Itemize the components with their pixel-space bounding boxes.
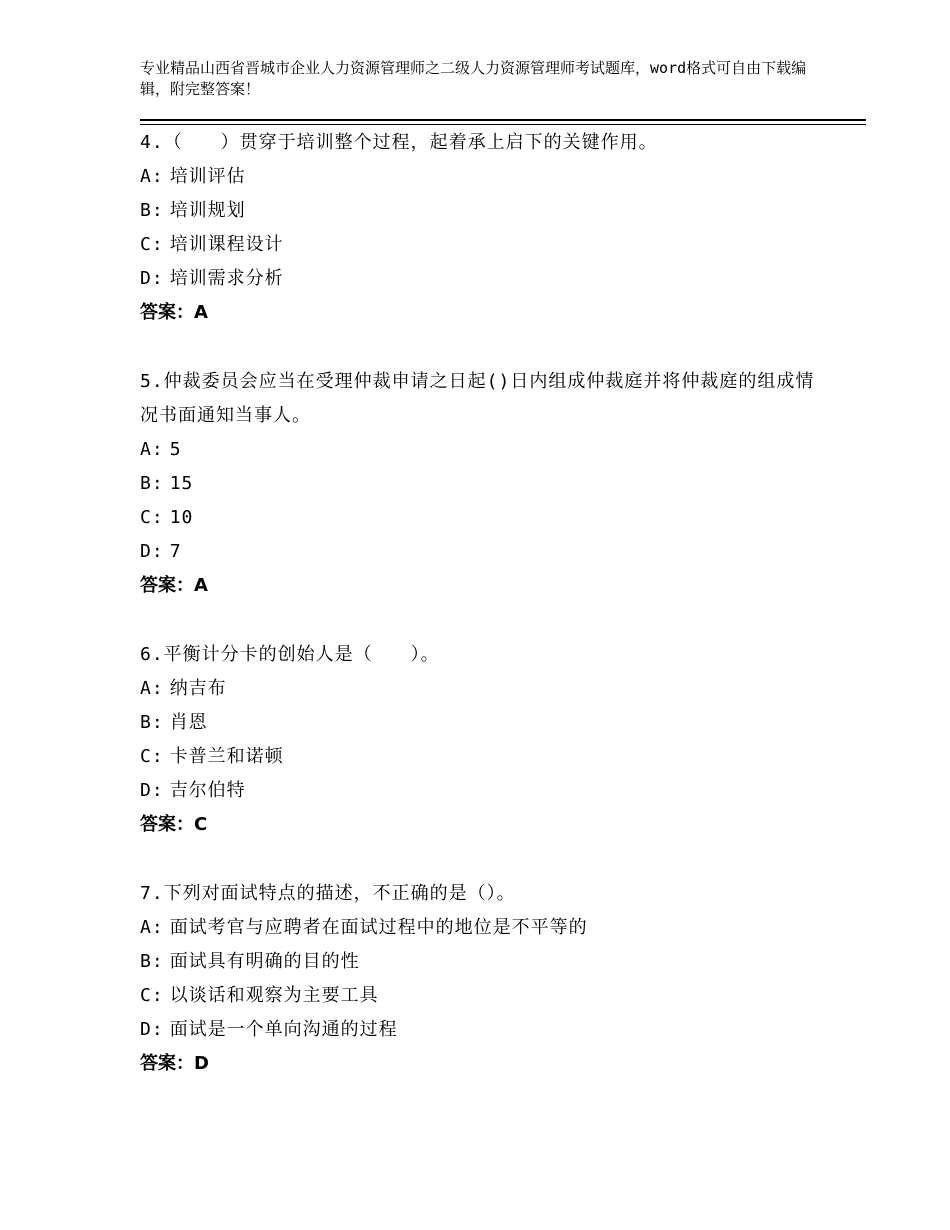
option-letter: A: — [140, 678, 164, 699]
question-4 — [140, 126, 820, 330]
option-letter: C: — [140, 234, 164, 255]
option-d — [140, 535, 820, 569]
option-text: 吉尔伯特 — [169, 780, 246, 801]
option-a — [140, 672, 820, 706]
option-b — [140, 706, 820, 740]
header-divider-thin — [140, 124, 866, 125]
option-text: 纳吉布 — [169, 678, 227, 699]
option-text: 7 — [169, 541, 182, 562]
option-a — [140, 433, 820, 467]
answer-label: 答案：C — [140, 814, 208, 835]
answer-label: 答案：A — [140, 302, 208, 323]
option-letter: D: — [140, 541, 164, 562]
answer-label: 答案：A — [140, 575, 208, 596]
option-c — [140, 740, 820, 774]
option-c — [140, 228, 820, 262]
option-text: 面试考官与应聘者在面试过程中的地位是不平等的 — [169, 917, 588, 938]
option-text: 面试是一个单向沟通的过程 — [169, 1019, 398, 1040]
option-text: 培训课程设计 — [169, 234, 284, 255]
option-text: 以谈话和观察为主要工具 — [169, 985, 379, 1006]
option-c — [140, 979, 820, 1013]
question-stem: 7.下列对面试特点的描述，不正确的是（）。 — [140, 883, 516, 904]
question-6 — [140, 638, 820, 842]
question-7 — [140, 877, 820, 1081]
option-text: 肖恩 — [169, 712, 208, 733]
question-stem: 4.（ ）贯穿于培训整个过程，起着承上启下的关键作用。 — [140, 132, 658, 153]
option-letter: C: — [140, 507, 164, 528]
option-letter: B: — [140, 712, 164, 733]
option-b — [140, 194, 820, 228]
option-text: 卡普兰和诺顿 — [169, 746, 284, 767]
option-letter: B: — [140, 951, 164, 972]
option-letter: A: — [140, 917, 164, 938]
question-5 — [140, 365, 820, 603]
option-d — [140, 262, 820, 296]
option-letter: D: — [140, 780, 164, 801]
option-text: 培训规划 — [169, 200, 246, 221]
option-letter: C: — [140, 985, 164, 1006]
option-c — [140, 501, 820, 535]
option-letter: A: — [140, 439, 164, 460]
question-stem: 5.仲裁委员会应当在受理仲裁申请之日起()日内组成仲裁庭并将仲裁庭的组成情况书面通知当事人。 — [140, 371, 815, 426]
option-b — [140, 467, 820, 501]
header-divider-thick — [140, 119, 866, 121]
option-letter: C: — [140, 746, 164, 767]
option-letter: D: — [140, 268, 164, 289]
option-letter: D: — [140, 1019, 164, 1040]
option-text: 5 — [169, 439, 182, 460]
document-header: 专业精品山西省晋城市企业人力资源管理师之二级人力资源管理师考试题库，word格式可自由下载编辑，附完整答案！ — [140, 59, 807, 98]
option-letter: A: — [140, 166, 164, 187]
option-text: 15 — [169, 473, 194, 494]
option-letter: B: — [140, 473, 164, 494]
answer-label: 答案：D — [140, 1053, 209, 1074]
option-d — [140, 1013, 820, 1047]
option-letter: B: — [140, 200, 164, 221]
option-text: 培训评估 — [169, 166, 246, 187]
option-text: 培训需求分析 — [169, 268, 284, 289]
option-b — [140, 945, 820, 979]
option-a — [140, 911, 820, 945]
option-text: 面试具有明确的目的性 — [169, 951, 360, 972]
question-stem: 6.平衡计分卡的创始人是（ ）。 — [140, 644, 440, 665]
option-a — [140, 160, 820, 194]
option-d — [140, 774, 820, 808]
option-text: 10 — [169, 507, 194, 528]
